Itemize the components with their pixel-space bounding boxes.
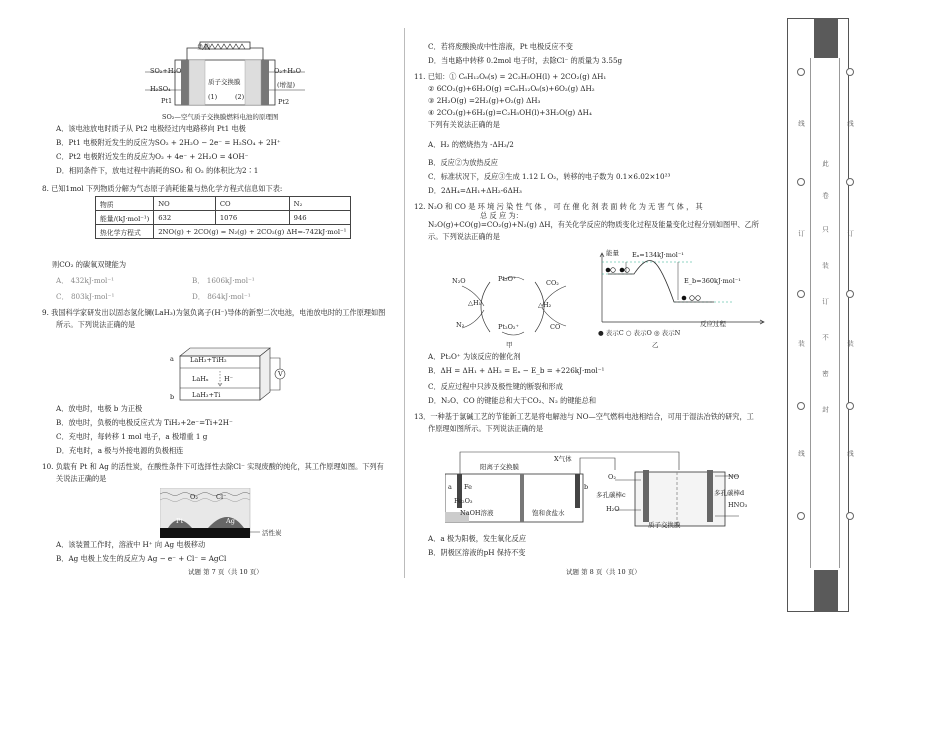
q9-option-c: C．充电时，每转移 1 mol 电子，a 极增重 1 g (56, 432, 208, 441)
q8-option-d: D． 864kJ·mol⁻¹ (192, 292, 251, 301)
chamber-2-label: (2) (235, 93, 245, 101)
q11-option-b: B．反应②为放热反应 (428, 158, 498, 167)
q12-option-b: B．ΔH = ΔH₁ + ΔH₂ = Eₐ − E_b = +226kJ·mol⁻¹ (428, 366, 605, 375)
o2-in-label: O₂ (608, 473, 616, 481)
reaction-progress-label: 反应过程 (700, 320, 726, 328)
dh1-label: △H₁ (468, 299, 482, 307)
binding-line-label: 线 (797, 120, 805, 127)
q10-option-d: D．当电路中转移 0.2mol 电子时，去除Cl⁻ 的质量为 3.55g (428, 56, 623, 65)
chamber-1-label: (1) (208, 93, 218, 101)
q11-option-a: A．H₂ 的燃烧热为 -ΔH₃/2 (428, 140, 514, 149)
q8-bond-energy-table (95, 196, 351, 239)
lah-top-label: LaH₃+TiH₂ (190, 356, 227, 364)
electrode-b-label: b (170, 393, 175, 401)
q11-reaction-3: ③ 2H₂O(g) =2H₂(g)+O₂(g) ΔH₃ (428, 96, 541, 105)
seal-char: 装 (821, 262, 829, 269)
binding-line-label: 线 (797, 450, 805, 457)
binding-line-label: 装 (797, 340, 805, 347)
voltmeter-label: V (278, 370, 283, 378)
q13-option-a: A．a 极为阳极，发生氧化反应 (428, 534, 527, 543)
page-footer-left: 试题 第 7 页（共 10 页） (188, 568, 263, 576)
pt2-label: Pt2 (278, 98, 290, 106)
energy-profile-diagram (594, 250, 774, 330)
table-cell: 能量/(kJ·mol⁻¹) (96, 211, 154, 225)
q9-option-d: D．充电时，a 极与外接电源的负极相连 (56, 446, 184, 455)
q9-option-a: A．放电时，电极 b 为正极 (56, 404, 143, 413)
electrode-a-label: a (170, 355, 174, 363)
q10-stem-line1: 10. 负载有 Pt 和 Ag 的活性炭，在酸性条件下可选择性去除Cl⁻ 实现废酸的纯化，其工作原理如图。下列有 (42, 462, 384, 471)
binding-line-label: 订 (846, 230, 854, 237)
table-row (96, 225, 351, 239)
binding-hole (846, 512, 854, 520)
q10-stem-line2: 关说法正确的是 (56, 474, 107, 483)
q7-option-a: A．该电池放电时质子从 Pt2 电极经过内电路移向 Pt1 电极 (56, 124, 246, 133)
table-cell: 物质 (96, 197, 154, 211)
table-cell: 946 (289, 211, 351, 225)
q9-stem-line2: 所示。下列说法正确的是 (56, 320, 136, 329)
n2o-label: N₂O (452, 277, 466, 285)
q8-option-a: A． 432kJ·mol⁻¹ (56, 276, 115, 285)
binding-hole (797, 512, 805, 520)
page-footer-right: 试题 第 8 页（共 10 页） (566, 568, 641, 576)
eb-label: E_b=360kJ·mol⁻¹ (684, 277, 741, 285)
seal-char: 密 (821, 370, 829, 377)
binding-hole (846, 68, 854, 76)
electrode-b-label: b (584, 483, 589, 491)
table-cell: CO (215, 197, 289, 211)
binding-strip-center (810, 58, 840, 568)
binding-strip-top-block (814, 18, 838, 58)
electrolysis-fuelcell-diagram (445, 446, 748, 534)
q8-tail: 则CO₂ 的碳氧双键能为 (52, 260, 127, 269)
q8-stem: 8. 已知1mol 下列物质分解为气态原子消耗能量与热化学方程式信息如下表: (42, 184, 283, 193)
table-cell: 632 (154, 211, 216, 225)
brine-label: 饱和食盐水 (532, 509, 565, 517)
seal-char: 不 (821, 334, 829, 341)
carbon-rod-d-label: 多孔碳棒d (714, 489, 745, 497)
ea-label: Eₐ=134kJ·mol⁻¹ (632, 251, 684, 259)
q10-option-b: B．Ag 电极上发生的反应为 Ag − e⁻ + Cl⁻ = AgCl (56, 554, 227, 563)
binding-hole (846, 290, 854, 298)
pt2o2-label: Pt₂O₂⁺ (498, 323, 519, 331)
q12-option-a: A．Pt₂O⁺ 为该反应的催化剂 (428, 352, 521, 361)
cation-membrane-label: 阳离子交换膜 (480, 463, 519, 471)
load-label: 负载 (197, 43, 210, 51)
hno3-label: HNO₃ (728, 501, 748, 509)
o2-inlet-label: O₂+H₂O (274, 67, 301, 75)
proton-membrane-label: 质子交换膜 (648, 521, 681, 529)
carbon-rod-c-label: 多孔碳棒c (596, 491, 626, 499)
q11-reaction-4: ④ 2CO₂(g)+6H₂(g)=C₂H₅OH(l)+3H₂O(g) ΔH₄ (428, 108, 592, 117)
ag-label: Ag (226, 517, 235, 525)
q12-stem-line1b: 总 反 应 为： (480, 211, 523, 220)
q10-option-a: A．该装置工作时，溶液中 H⁺ 向 Ag 电极移动 (56, 540, 206, 549)
n2-label: N₂ (456, 321, 465, 329)
fuel-cell-caption: SO₂—空气质子交换膜燃料电池的原理图 (162, 113, 279, 121)
q11-option-d: D．2ΔH₄=ΔH₁+ΔH₂-6ΔH₃ (428, 186, 522, 195)
q11-question: 下列有关说法正确的是 (428, 120, 500, 129)
q12-option-c: C．反应过程中只涉及极性键的断裂和形成 (428, 382, 563, 391)
binding-strip-bottom-block (814, 570, 838, 612)
seal-char: 只 (821, 226, 829, 233)
binding-hole (797, 178, 805, 186)
pt2o-top-label: Pt₂O⁺ (498, 275, 517, 283)
table-row (96, 211, 351, 225)
table-cell: NO (154, 197, 216, 211)
q12-stem-line1: 12. N₂O 和 CO 是 环 境 污 染 性 气 体 ， 可 在 催 化 剂 表 面 转 化 为 无 害 气 体 ， 其 (414, 202, 703, 211)
q11-option-c: C．标准状况下，反应③生成 1.12 L O₂，转移的电子数为 0.1×6.02×10²³ (428, 172, 671, 181)
fig-jia-caption: 甲 (506, 341, 513, 349)
activated-carbon-diagram (160, 488, 270, 538)
so2-inlet-label: SO₂+H₂O (150, 67, 182, 75)
table-row (96, 197, 351, 211)
q7-option-b: B．Pt1 电极附近发生的反应为SO₂ + 2H₂O − 2e⁻ = H₂SO₄ + 2H⁺ (56, 138, 281, 147)
binding-hole (846, 402, 854, 410)
q7-option-d: D．相同条件下，放电过程中消耗的SO₂ 和 O₂ 的体积比为2∶1 (56, 166, 259, 175)
membrane-label: 质子交换膜 (208, 78, 241, 86)
binding-hole (797, 290, 805, 298)
q13-stem-line1: 13．一种基于氯碱工艺的节能新工艺是将电解池与 NO—空气燃料电池相结合，可用于湿法冶铁的研究，工 (414, 412, 754, 421)
q8-option-c: C． 803kJ·mol⁻¹ (56, 292, 115, 301)
q8-option-b: B． 1606kJ·mol⁻¹ (192, 276, 255, 285)
seal-char: 订 (821, 298, 829, 305)
pt-label: Pt (176, 517, 183, 525)
h2so4-outlet-label: H₂SO₄ (150, 85, 171, 93)
binding-hole (797, 68, 805, 76)
atom-legend: ● 表示C ○ 表示O ◎ 表示N (598, 329, 681, 337)
table-cell: 1076 (215, 211, 289, 225)
carbon-label: 活性炭 (262, 529, 282, 537)
fig-yi-caption: 乙 (652, 341, 659, 349)
lah-bottom-label: LaH₃+Ti (192, 391, 221, 399)
q13-stem-line2: 作原理如图所示。下列说法正确的是 (428, 424, 544, 433)
co2-label: CO₂ (546, 279, 559, 287)
q9-stem-line1: 9. 我国科学家研发出以固态氢化镧(LaH₃)为氢负离子(H⁻)导体的新型二次电池，电池放电时的工作原理如图 (42, 308, 386, 317)
naoh-label: NaOH溶液 (460, 509, 494, 517)
fe-label: Fe (464, 483, 473, 491)
o2-label: O₂ (190, 493, 198, 501)
q11-stem: 11. 已知：① C₆H₁₂O₆(s) = 2C₂H₅OH(l) + 2CO₂(g) ΔH₁ (414, 72, 607, 81)
seal-char: 卷 (821, 192, 829, 199)
co-label: CO (550, 323, 561, 331)
h2o-label: H₂O (606, 505, 620, 513)
fe2o3-label: Fe₂O₃ (454, 497, 473, 505)
table-cell: 2NO(g) + 2CO(g) = N₂(g) + 2CO₂(g) ΔH=-742kJ·mol⁻¹ (154, 225, 351, 239)
q7-option-c: C．Pt2 电极附近发生的反应为O₂ + 4e⁻ + 2H₂O = 4OH⁻ (56, 152, 249, 161)
seal-char: 封 (821, 406, 829, 413)
table-cell: N₂ (289, 197, 351, 211)
electrode-a-label: a (448, 483, 452, 491)
q9-option-b: B．放电时，负极的电极反应式为 TiH₂+2e⁻=Ti+2H⁻ (56, 418, 233, 427)
energy-axis-label: 能量 (606, 249, 619, 257)
h-minus-label: H⁻ (224, 375, 234, 383)
lahx-label: LaHₓ (192, 375, 209, 383)
no-label: NO (728, 473, 740, 481)
q13-option-b: B．阴极区溶液的pH 保持不变 (428, 548, 526, 557)
q11-reaction-2: ② 6CO₂(g)+6H₂O(g) =C₆H₁₂O₆(s)+6O₂(g) ΔH₂ (428, 84, 595, 93)
q12-option-d: D．N₂O、CO 的键能总和大于CO₂、N₂ 的键能总和 (428, 396, 597, 405)
x-gas-label: X气体 (554, 455, 572, 463)
table-cell: 热化学方程式 (96, 225, 154, 239)
humidify-label: (增湿) (277, 81, 296, 89)
q12-stem-line2: N₂O(g)+CO(g)=CO₂(g)+N₂(g) ΔH，有关化学反应的物质变化过程及能量变化过程分别如图甲、乙所 (428, 220, 759, 229)
dh2-label: △H₂ (538, 301, 552, 309)
binding-line-label: 装 (846, 340, 854, 347)
page-divider (404, 28, 405, 578)
binding-line-label: 线 (846, 450, 854, 457)
binding-line-label: 订 (797, 230, 805, 237)
pt1-label: Pt1 (161, 97, 173, 105)
binding-hole (846, 178, 854, 186)
binding-line-label: 线 (846, 120, 854, 127)
seal-char: 此 (821, 160, 829, 167)
q12-stem-line3: 示。下列说法正确的是 (428, 232, 500, 241)
q10-option-c: C．若将废酸换成中性溶液，Pt 电极反应不变 (428, 42, 573, 51)
binding-hole (797, 402, 805, 410)
cl-label: Cl⁻ (216, 493, 227, 501)
